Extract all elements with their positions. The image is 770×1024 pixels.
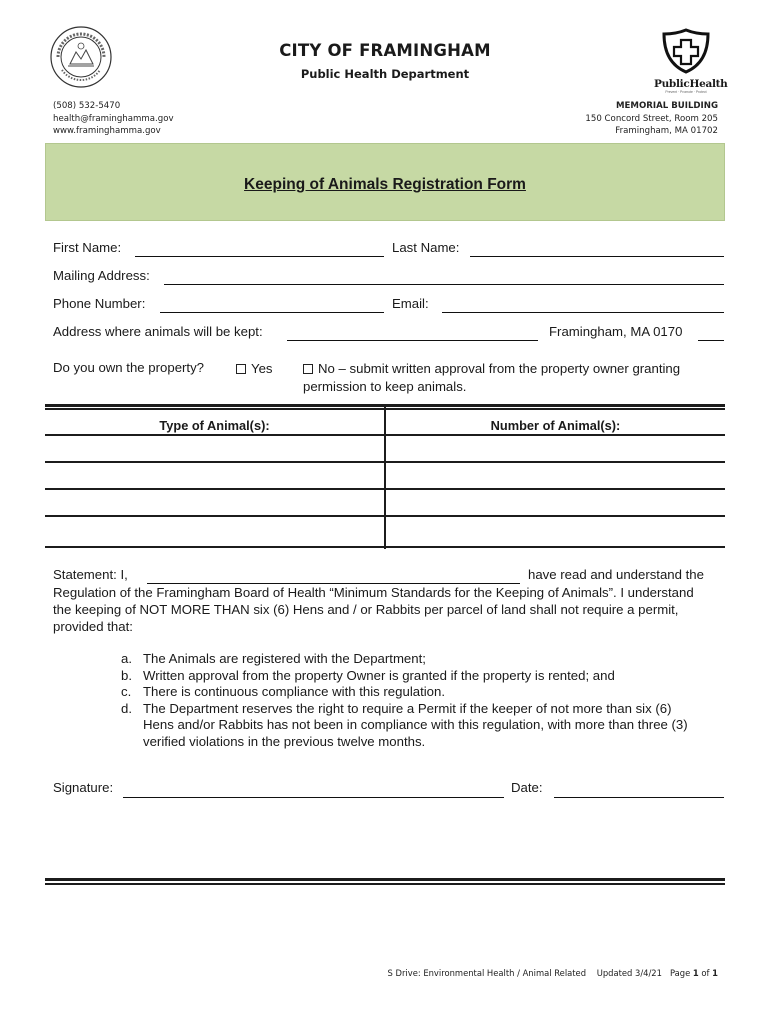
statement-suffix: have read and understand the: [528, 567, 704, 582]
table-bottom-rule: [45, 546, 725, 548]
city-state-zip: Framingham, MA 01702: [615, 126, 718, 136]
no-option[interactable]: [303, 361, 680, 376]
yes-option[interactable]: [236, 361, 273, 376]
last-name-field[interactable]: [470, 256, 724, 257]
list-item: [121, 684, 731, 701]
building-name: MEMORIAL BUILDING: [616, 101, 718, 111]
animals-address-field[interactable]: [287, 340, 538, 341]
department-title: Public Health Department: [300, 67, 470, 81]
statement-line: Regulation of the Framingham Board of Health “Minimum Standards for the Keeping of Animals”. I understand: [53, 585, 694, 600]
contact-email: health@framinghamma.gov: [53, 113, 174, 124]
list-marker: b.: [121, 667, 132, 683]
date-field[interactable]: [554, 797, 724, 798]
animals-city-text: Framingham, MA 0170: [549, 324, 683, 339]
footer-path: S Drive: Environmental Health / Animal Related: [387, 968, 587, 978]
shield-cross-icon: [654, 28, 718, 74]
yes-label: Yes: [251, 361, 273, 376]
no-label: No – submit written approval from the property owner granting: [318, 361, 681, 376]
list-item: [121, 701, 731, 751]
statement-line: the keeping of NOT MORE THAN six (6) Hens and / or Rabbits per parcel of land shall not require a permit,: [53, 602, 679, 617]
animal-count-cell[interactable]: [387, 463, 725, 487]
list-text: Written approval from the property Owner is granted if the property is rented; and: [143, 667, 615, 683]
list-text: The Department reserves the right to require a Permit if the keeper of not more than six (6): [143, 700, 672, 716]
form-title: Keeping of Animals Registration Form: [244, 176, 526, 193]
own-property-label: Do you own the property?: [53, 360, 205, 375]
animal-type-cell[interactable]: [45, 517, 384, 545]
animal-count-cell[interactable]: [387, 490, 725, 514]
contact-info: [53, 100, 174, 138]
logo-tagline: Prevent · Promote · Protect: [665, 90, 707, 94]
phone-field[interactable]: [160, 312, 384, 313]
building-address: [585, 100, 718, 138]
list-text: The Animals are registered with the Department;: [143, 651, 426, 666]
bottom-rule-inner: [45, 883, 725, 885]
page-footer: [388, 968, 718, 978]
list-item: [121, 651, 731, 668]
list-text: verified violations in the previous twelve months.: [143, 733, 426, 749]
animals-address-label: Address where animals will be kept:: [53, 324, 263, 339]
statement-line: provided that:: [53, 619, 133, 634]
animal-type-cell[interactable]: [45, 436, 384, 460]
city-title: CITY OF FRAMINGHAM: [279, 41, 491, 60]
animal-type-cell[interactable]: [45, 490, 384, 514]
list-text: Hens and/or Rabbits has not been in compliance with this regulation, with more than three (3): [143, 717, 688, 732]
date-label: Date:: [511, 780, 543, 795]
first-name-field[interactable]: [135, 256, 384, 257]
footer-page-total: 1: [712, 968, 718, 978]
logo-wordmark: PublicHealth: [654, 78, 728, 90]
street-address: 150 Concord Street, Room 205: [585, 113, 718, 124]
last-name-label: Last Name:: [392, 240, 460, 255]
zip-suffix-field[interactable]: [698, 340, 724, 341]
footer-updated: Updated 3/4/21: [596, 968, 662, 978]
phone-label: Phone Number:: [53, 296, 146, 311]
no-checkbox[interactable]: [303, 364, 313, 374]
list-marker: d.: [121, 700, 132, 716]
signature-field[interactable]: [123, 797, 504, 798]
footer-page-number: 1: [692, 968, 699, 978]
footer-page-word: Page: [669, 968, 691, 978]
mailing-address-label: Mailing Address:: [53, 268, 150, 283]
list-text: There is continuous compliance with this regulation.: [143, 684, 446, 699]
animal-count-cell[interactable]: [387, 436, 725, 460]
statement-body: [53, 584, 733, 635]
footer-of-word: of: [701, 968, 710, 978]
list-item: [121, 668, 731, 685]
table-column-divider: [384, 407, 386, 549]
list-marker: a.: [121, 651, 132, 666]
signature-label: Signature:: [53, 780, 114, 795]
animal-count-cell[interactable]: [387, 517, 725, 545]
email-label: Email:: [392, 296, 429, 311]
bottom-rule: [45, 878, 725, 881]
website: www.framinghamma.gov: [53, 126, 161, 136]
number-of-animal-header: Number of Animal(s):: [490, 418, 621, 433]
statement-prefix: Statement: I,: [53, 567, 128, 582]
phone-number: (508) 532-5470: [53, 101, 121, 111]
email-field[interactable]: [442, 312, 724, 313]
list-marker: c.: [121, 684, 132, 699]
type-of-animal-header: Type of Animal(s):: [159, 418, 270, 433]
animal-type-cell[interactable]: [45, 463, 384, 487]
first-name-label: First Name:: [53, 240, 122, 255]
public-health-logo: [654, 28, 728, 94]
no-label-continued: permission to keep animals.: [303, 379, 467, 394]
conditions-list: [121, 651, 731, 750]
mailing-address-field[interactable]: [164, 284, 724, 285]
yes-checkbox[interactable]: [236, 364, 246, 374]
